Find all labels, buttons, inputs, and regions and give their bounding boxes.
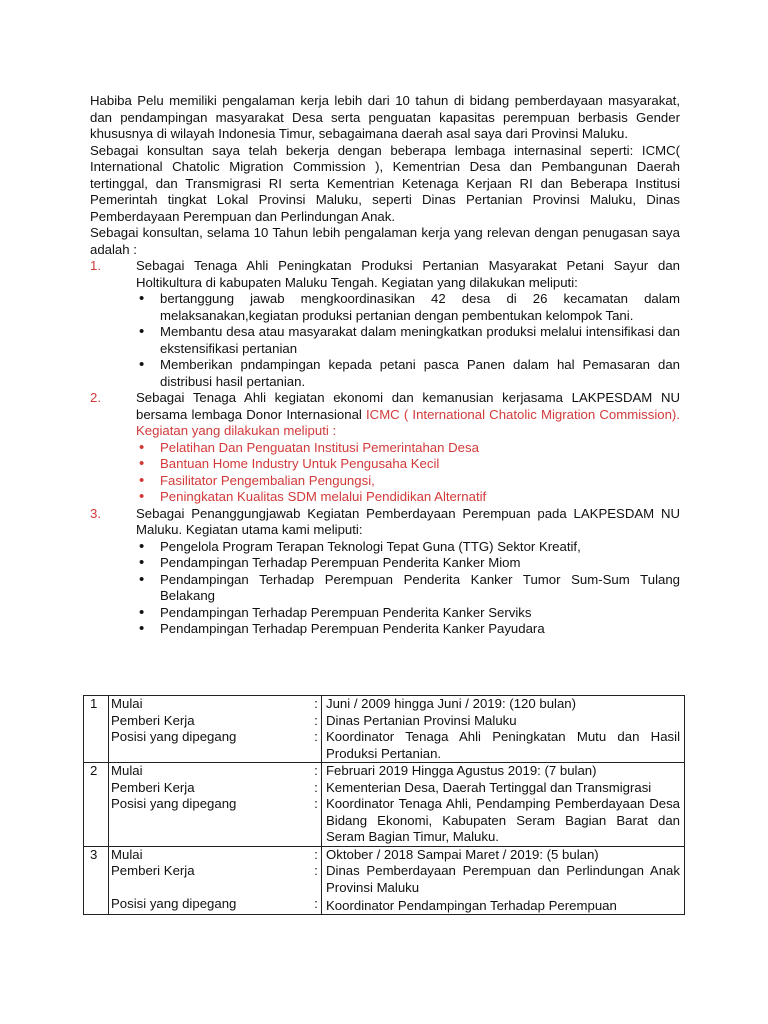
bullet-item: • Pelatihan Dan Penguatan Institusi Pemerintahan Desa [136, 440, 680, 457]
label-cell [109, 846, 312, 915]
value-cell [322, 763, 685, 847]
list-item-text: Sebagai Penanggungjawab Kegiatan Pemberdayaan Perempuan pada LAKPESDAM NU Maluku. Kegiatan utama kami meliputi: [136, 505, 680, 537]
colon: : [314, 846, 318, 862]
value-pemberi-kerja: Dinas Pemberdayaan Perempuan dan Perlindungan Anak Provinsi Maluku [326, 863, 680, 895]
colon-cell [311, 846, 322, 915]
label-pemberi-kerja: Pemberi Kerja [111, 779, 195, 795]
label-cell [109, 763, 312, 847]
bullet-item: • bertanggung jawab mengkoordinasikan 42 desa di 26 kecamatan dalam melaksanakan,kegiatan produksi pertanian dengan pembentukan kelompok Tani. [136, 291, 680, 324]
bullet-item: • Bantuan Home Industry Untuk Pengusaha Kecil [136, 456, 680, 473]
label-posisi: Posisi yang dipegang [111, 895, 237, 911]
list-item-text [136, 390, 680, 440]
value-pemberi-kerja: Dinas Pertanian Provinsi Maluku [326, 712, 517, 728]
bullet-item: • Pendampingan Terhadap Perempuan Penderita Kanker Serviks [136, 605, 680, 622]
bullet-item: • Peningkatan Kualitas SDM melalui Pendidikan Alternatif [136, 489, 680, 506]
value-mulai: Februari 2019 Hingga Agustus 2019: (7 bulan) [326, 763, 597, 778]
bullet-item: • Pendampingan Terhadap Perempuan Penderita Kanker Tumor Sum-Sum Tulang Belakang [136, 572, 680, 605]
value-posisi: Koordinator Pendampingan Terhadap Perempuan [326, 898, 617, 913]
bullet-list [136, 539, 680, 638]
list-item [90, 506, 680, 638]
label-pemberi-kerja: Pemberi Kerja [111, 712, 195, 728]
colon: : [314, 796, 318, 811]
bullet-list [136, 291, 680, 390]
list-item-text-plain: Sebagai Tenaga Ahli kegiatan ekonomi dan kemanusian kerjasama LAKPESDAM NU bersama lembaga Donor Internasional [136, 390, 680, 422]
row-number: 1 [84, 696, 109, 763]
list-number: 3. [90, 505, 101, 521]
value-posisi: Koordinator Tenaga Ahli, Pendamping Pemberdayaan Desa Bidang Ekonomi, Kabupaten Seram Bagian Barat dan Seram Bagian Timur, Maluku. [326, 796, 680, 844]
list-item [90, 258, 680, 390]
colon: : [314, 863, 318, 878]
table-row [84, 846, 685, 915]
value-posisi: Koordinator Tenaga Ahli Peningkatan Mutu dan Hasil Produksi Pertanian. [326, 729, 680, 761]
label-mulai: Mulai [111, 696, 143, 711]
colon: : [314, 712, 318, 728]
document-body [90, 93, 680, 638]
colon-cell [311, 763, 322, 847]
value-mulai: Oktober / 2018 Sampai Maret / 2019: (5 bulan) [326, 846, 599, 862]
label-pemberi-kerja: Pemberi Kerja [111, 863, 195, 878]
label-posisi: Posisi yang dipegang [111, 729, 237, 744]
experience-list [90, 258, 680, 638]
colon: : [314, 696, 318, 711]
label-cell [109, 696, 312, 763]
intro-paragraph-3: Sebagai konsultan, selama 10 Tahun lebih pengalaman kerja yang relevan dengan penugasan saya adalah : [90, 225, 680, 257]
list-item [90, 390, 680, 506]
intro-paragraph-2: Sebagai konsultan saya telah bekerja dengan beberapa lembaga internasinal seperti: ICMC( International Chatolic Migration Commission ), Kementrian Desa dan Pembangunan Daerah tertinggal, dan Transmigrasi RI serta Kementrian Ketenaga Kerjaan RI dan Beberapa Institusi Pemerintah tingkat Lokal Provinsi Maluku, seperti Dinas Pertanian Provinsi Maluku, Dinas Pemberdayaan Perempuan dan Perlindungan Anak. [90, 142, 680, 224]
value-pemberi-kerja: Kementerian Desa, Daerah Tertinggal dan Transmigrasi [326, 779, 652, 795]
bullet-list [136, 440, 680, 506]
bullet-item: • Pengelola Program Terapan Teknologi Tepat Guna (TTG) Sektor Kreatif, [136, 539, 680, 556]
value-cell [322, 696, 685, 763]
list-item-text: Sebagai Tenaga Ahli Peningkatan Produksi Pertanian Masyarakat Petani Sayur dan Holtikultura di kabupaten Maluku Tengah. Kegiatan yang dilakukan meliputi: [136, 258, 680, 290]
bullet-item: • Pendampingan Terhadap Perempuan Penderita Kanker Miom [136, 555, 680, 572]
row-number: 3 [84, 846, 109, 915]
colon: : [314, 729, 318, 744]
list-number: 2. [90, 390, 101, 405]
colon: : [314, 763, 318, 778]
list-number: 1. [90, 258, 101, 273]
label-mulai: Mulai [111, 846, 143, 862]
table-row [84, 696, 685, 763]
colon: : [314, 895, 318, 911]
label-mulai: Mulai [111, 763, 143, 778]
bullet-item: • Membantu desa atau masyarakat dalam meningkatkan produksi melalui intensifikasi dan ekstensifikasi pertanian [136, 324, 680, 357]
bullet-item: • Memberikan pndampingan kepada petani pasca Panen dalam hal Pemasaran dan distribusi hasil pertanian. [136, 357, 680, 390]
label-posisi: Posisi yang dipegang [111, 796, 237, 811]
value-cell [322, 846, 685, 915]
colon: : [314, 779, 318, 795]
row-number: 2 [84, 763, 109, 847]
value-mulai: Juni / 2009 hingga Juni / 2019: (120 bulan) [326, 696, 577, 711]
bullet-item: • Pendampingan Terhadap Perempuan Penderita Kanker Payudara [136, 621, 680, 638]
bullet-item: • Fasilitator Pengembalian Pengungsi, [136, 473, 680, 490]
experience-table [83, 695, 685, 915]
colon-cell [311, 696, 322, 763]
list-item-text-red: ICMC ( International Chatolic Migration Commission). Kegiatan yang dilakukan meliputi : [136, 406, 680, 438]
intro-paragraph-1: Habiba Pelu memiliki pengalaman kerja lebih dari 10 tahun di bidang pemberdayaan masyarakat, dan pendampingan masyarakat Desa serta penguatan kapasitas perempuan berbasis Gender khususnya di wilayah Indonesia Timur, sebagaimana daerah asal saya dari Provinsi Maluku. [90, 93, 680, 141]
table-row [84, 763, 685, 847]
